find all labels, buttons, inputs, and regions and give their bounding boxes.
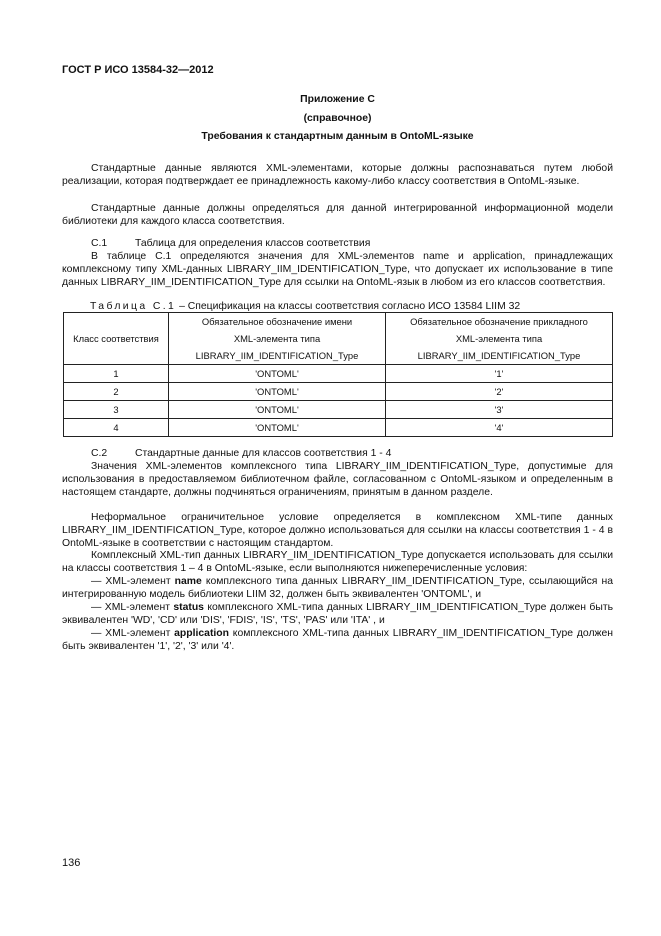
section-c1-number: С.1 (91, 238, 108, 249)
header-name-line-1: Обязательное обозначение имени (201, 316, 353, 327)
cell-name: 'ONTOML' (169, 383, 386, 401)
cell-application: '1' (386, 365, 613, 383)
condition-item-status (62, 601, 613, 627)
cell-class: 4 (64, 419, 169, 437)
cell-class: 3 (64, 401, 169, 419)
section-c1-heading (91, 237, 370, 250)
document-header: ГОСТ Р ИСО 13584-32—2012 (62, 64, 214, 76)
intro-paragraph-2: Стандартные данные должны определяться для данной интегрированной информационной модели библиотеки для каждого класса соответствия. (62, 203, 613, 228)
section-c2-paragraph-3: Комплексный XML-тип данных LIBRARY_IIM_IDENTIFICATION_Type допускается использовать для ссылки на классы соответствия 1 – 4 в OntoML-языке, если выполняются нижеперечисленные условия: (62, 550, 613, 575)
condition-status-keyword: status (173, 602, 204, 613)
section-c2-number: С.2 (91, 448, 108, 459)
table-row (64, 365, 613, 383)
cell-class: 1 (64, 365, 169, 383)
section-c2-title: Стандартные данные для классов соответствия 1 - 4 (134, 448, 392, 459)
cell-name: 'ONTOML' (169, 401, 386, 419)
cell-application: '4' (386, 419, 613, 437)
table-header-row (64, 313, 613, 365)
header-application (386, 313, 613, 365)
header-application-line-3: LIBRARY_IIM_IDENTIFICATION_Type (417, 350, 581, 361)
condition-item-name (62, 575, 613, 601)
condition-application-text: комплексного XML-типа данных LIBRARY_IIM_IDENTIFICATION_Type должен быть эквивалентен '1', '2', '3' или '4'. (62, 628, 613, 653)
condition-application-keyword: application (174, 628, 229, 639)
appendix-heading: Требования к стандартным данным в OntoML-языке (201, 131, 474, 142)
header-class: Класс соответствия (64, 313, 169, 365)
table-row (64, 401, 613, 419)
appendix-title: Приложение С (300, 94, 375, 105)
condition-name-keyword: name (174, 576, 202, 587)
table-caption-text: – Спецификация на классы соответствия согласно ИСО 13584 LIIM 32 (179, 301, 521, 312)
section-c1-title: Таблица для определения классов соответствия (134, 238, 371, 249)
header-name-line-2: XML-элемента типа (233, 333, 321, 344)
header-application-line-2: XML-элемента типа (455, 333, 543, 344)
header-name (169, 313, 386, 365)
header-application-line-1: Обязательное обозначение прикладного (410, 316, 588, 327)
condition-name-prefix: — XML-элемент (91, 576, 175, 587)
section-c2-paragraph-2: Неформальное ограничительное условие определяется в комплексном XML-типе данных LIBRARY_IIM_IDENTIFICATION_Type, которое должно использоваться для ссылки на классы соответствия 1 - 4 в OntoML-языке в соответствии с настоящим стандартом. (62, 512, 613, 550)
condition-name-text: комплексного типа данных LIBRARY_IIM_IDENTIFICATION_Type, ссылающийся на интегрированную модель библиотеки LIIM 32, должен быть эквивалентен 'ONTOML', и (62, 576, 613, 601)
cell-name: 'ONTOML' (169, 365, 386, 383)
header-name-line-3: LIBRARY_IIM_IDENTIFICATION_Type (195, 350, 359, 361)
table-row (64, 419, 613, 437)
cell-name: 'ONTOML' (169, 419, 386, 437)
cell-class: 2 (64, 383, 169, 401)
cell-application: '2' (386, 383, 613, 401)
table-caption-label: Таблица С.1 (90, 301, 177, 312)
cell-application: '3' (386, 401, 613, 419)
section-c2-paragraph-1: Значения XML-элементов комплексного типа LIBRARY_IIM_IDENTIFICATION_Type, допустимые для использования в предоставляемом библиотечном файле, согласованном с OntoML-языком и определенным в настоящем стандарте, должны подчиняться ограничениям, принятым в данном разделе. (62, 461, 613, 499)
section-c2-heading (91, 447, 391, 460)
conformance-class-table (63, 312, 613, 437)
condition-application-prefix: — XML-элемент (91, 628, 175, 639)
condition-status-prefix: — XML-элемент (91, 602, 174, 613)
table-row (64, 383, 613, 401)
intro-paragraph-1: Стандартные данные являются XML-элементами, которые должны распознаваться путем любой реализации, которая подтверждает ее принадлежность какому-либо классу соответствия в OntoML-языке. (62, 163, 613, 188)
appendix-subtitle: (справочное) (303, 113, 372, 124)
condition-status-text: комплексного XML-типа данных LIBRARY_IIM_IDENTIFICATION_Type должен быть эквивалентен 'WD', 'CD' или 'DIS', 'FDIS', 'IS', 'TS', 'PAS' или 'ITA' , и (62, 602, 613, 627)
page-number: 136 (62, 857, 81, 869)
condition-item-application (62, 627, 613, 653)
section-c1-text: В таблице С.1 определяются значения для XML-элементов name и application, принадлежащих комплексному типу XML-данных LIBRARY_IIM_IDENTIFICATION_Type, что допускает их использование в типе данных LIBRARY_IIM_IDENTIFICATION_Type для ссылки на OntoML-язык в любом из его классов соответствия. (62, 251, 613, 289)
